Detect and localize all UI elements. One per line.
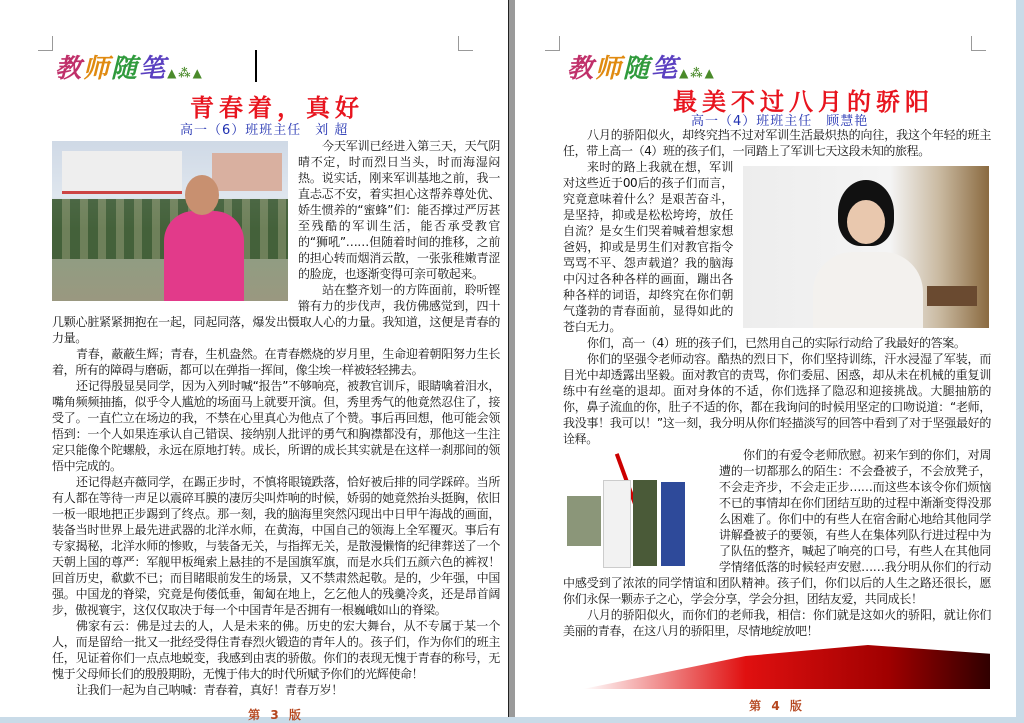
page-divider (508, 0, 515, 717)
paragraph: 佛家有云：佛是过去的人，人是未来的佛。历史的宏大舞台，从不专属于某一个人，而是留给一批又一批经受得住青春烈火锻造的青年人的。孩子们，作为你们的班主任，见证着你们一点点地蜕变，我感到由衷的骄傲。你们的表现无愧于青春的称号，无愧于父母师长们的殷殷期盼，无愧于伟大的时代所赋予你们的光辉使命！ (52, 619, 500, 681)
article-title: 青春着，真好 (190, 93, 364, 122)
paragraph: 今天军训已经进入第三天，天气阴晴不定，时而烈日当头，时而海湿闷热。说实话，刚来军训基地之前，我一直忐忑不安，着实担心这帮养尊处优、娇生惯养的“蜜蜂”们：能否撑过严厉甚至残酷的军训生活，能否承受教官的“狮吼”……但随着时间的推移，之前的担心转而烟消云散，一张张稚嫩青涩的脸庞，也逐渐变得可亲可敬起来。 (298, 139, 500, 281)
teacher-reading-photo (743, 166, 989, 328)
honor-guard-image (563, 450, 711, 570)
paragraph: 站在整齐划一的方阵面前，聆听铿锵有力的步伐声，我仿佛感觉到，四十几颗心脏紧紧拥抱在一起，同起同落，爆发出慑取人心的力量。我知道，这便是青春的力量。 (52, 283, 500, 345)
crop-mark (458, 36, 473, 51)
red-ribbon-decoration (583, 645, 990, 689)
page-3 (0, 0, 508, 722)
teacher-with-students-photo (52, 141, 288, 301)
column-logo: 教师随笔▲⁂▲ (55, 54, 204, 84)
article-title: 最美不过八月的骄阳 (673, 87, 934, 116)
page-number: 第 4 版 (749, 699, 805, 713)
page-number: 第 3 版 (248, 708, 304, 722)
paragraph: 让我们一起为自己呐喊：青春着，真好！青春万岁！ (76, 683, 343, 697)
column-logo: 教师随笔▲⁂▲ (567, 54, 716, 84)
article-byline: 高一（4）班班主任 顾慧艳 (691, 114, 869, 129)
crop-mark (545, 36, 560, 51)
paragraph: 青春，蔽蔽生辉；青春，生机盎然。在青春燃烧的岁月里，生命迎着朝阳努力生长着，所有的障碍与磨砺，都可以在弹指一挥间，像尘埃一样被轻轻拂去。 (52, 347, 500, 377)
paragraph: 八月的骄阳似火，却终究挡不过对军训生活最炽热的向往，我这个年轻的班主任，带上高一（4）班的孩子们，一同踏上了军训七天这段未知的旅程。 (563, 128, 991, 158)
paragraph: 来时的路上我就在想，军训对这些近于00后的孩子们而言，究竟意味着什么？是艰苦奋斗，是坚持，抑或是松松垮垮，放任自流？是女生们哭着喊着想家想爸妈，抑或是男生们对教官指令骂骂不平、怨声载道？我的脑海中闪过各种各样的画面，蹦出各种各样的词语，却终究在你们朝气蓬勃的青春面前，显得如此的苍白无力。 (563, 160, 733, 334)
page-4 (515, 0, 1016, 717)
crop-mark (38, 36, 53, 51)
paragraph: 八月的骄阳似火，而你们的老师我，相信：你们就是这如火的骄阳，就让你们美丽的青春，在这八月的骄阳里，尽情地绽放吧！ (563, 608, 991, 638)
article-body (563, 127, 991, 639)
crop-mark (971, 36, 986, 51)
paragraph: 你们的坚强令老师动容。酷热的烈日下，你们坚持训练，汗水浸湿了军装，而目光中却透露出坚毅。面对教官的责骂，你们委屈、困惑，却从未在机械的重复训练中有丝毫的退却。面对身体的不适，你们选择了隐忍和迎接挑战。大腿抽筋的你，鼻子流血的你，肚子不适的你，都在我询问的时候用坚定的口吻说道：“老师，我没事！我可以！”这一刻，我分明从你们轻描淡写的回答中看到了对于坚强最好的诠释。 (563, 352, 991, 446)
paragraph: 还记得赵卉薇同学，在踢正步时，不慎将眼镜跌落，恰好被后排的同学踩碎。当所有人都在等待一声足以震碎耳膜的凄厉尖叫炸响的时候，娇弱的她竟然抬头挺胸，依旧一板一眼地把正步踢到了终点。那一刻，我的脑海里突然闪现出中日甲午海战的画面，装备当时世界上最先进武器的北洋水师，在黄海，中国自己的领海上全军覆灭。事后有专家揭秘，北洋水师的惨败，与装备无关，与指挥无关，是散漫懒惰的纪律葬送了一个天朝上国的尊严：军舰甲板绳索上悬挂的不是国旗军旗，而是水兵们五颜六色的裤衩！回首历史，欷歔不已；而目睹眼前发生的场景，又不禁肃然起敬。是的，少年强，中国强。中国龙的脊梁，究竟是佝偻低垂，匍匐在地上，乞乞他人的残羹冷炙，还是昂首阔步，傲视寰宇，这仅仅取决于每一个中国青年是否拥有一根巍峨如山的脊梁。 (52, 475, 500, 617)
article-body (52, 138, 500, 698)
paragraph: 你们的有爱令老师欣慰。初来乍到的你们，对周遭的一切都那么的陌生：不会叠被子，不会放凳子，不会走齐步，不会走正步……而这些本该令你们烦恼不已的事情却在你们团结互助的过程中渐渐变得没那么困难了。你们中的有些人在宿舍耐心地给其他同学讲解叠被子的要领，有些人在集体列队行进过程中为了队伍的整齐，喊起了响亮的口号，有些人在其他同学情绪低落的时候轻声安慰……我分明从你们的行动中感受到了浓浓的同学情谊和团队精神。孩子们，你们以后的人生之路还很长，愿你们永保一颗赤子之心，学会分享，学会分担，团结友爱，共同成长！ (563, 448, 991, 606)
article-byline: 高一（6）班班主任 刘 超 (180, 123, 349, 138)
text-cursor (255, 50, 257, 82)
paragraph: 你们，高一（4）班的孩子们，已然用自己的实际行动给了我最好的答案。 (587, 336, 966, 350)
paragraph: 还记得殷显昊同学，因为入列时喊“报告”不够响亮，被教官训斥，眼睛噙着泪水，嘴角频频抽搐，似乎令人尴尬的场面马上就要开演。但，秀里秀气的他竟然忍住了，接受了。一直伫立在场边的我，不禁在心里真心为他点了个赞。事后再回想，他可能会领悟到：一个人如果连承认自己错误、接纳别人批评的勇气和胸襟都没有，那他这一生注定只能像个陀螺般，永远在原地打转。成长，所谓的成长其实就是在这样一刹那间的领悟中完成的。 (52, 379, 500, 473)
